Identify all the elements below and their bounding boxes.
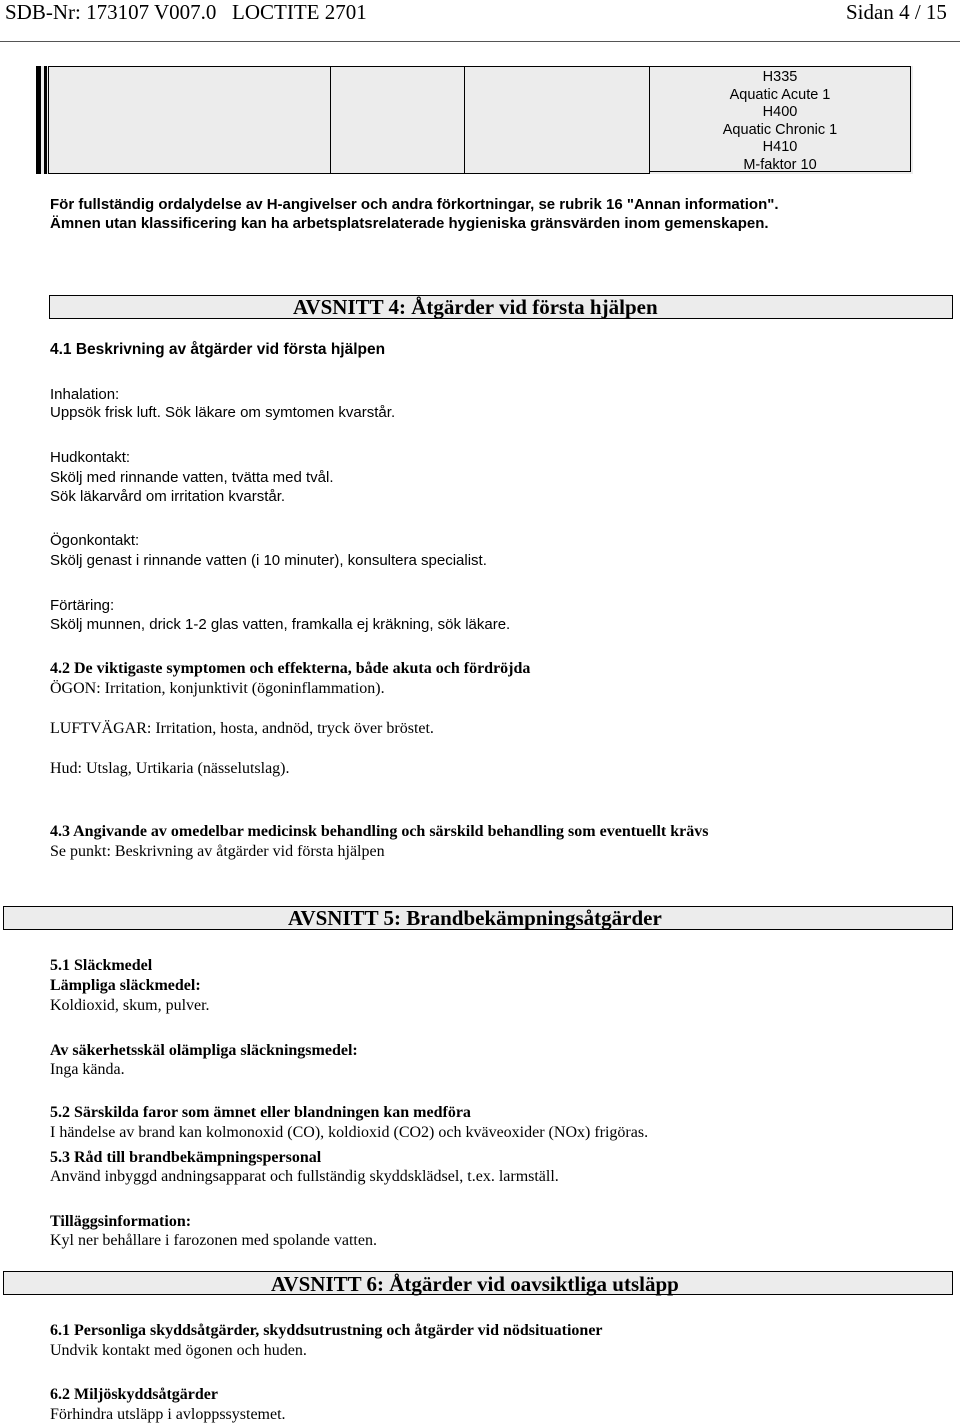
s61-text: Undvik kontakt med ögonen och huden.: [50, 1342, 307, 1359]
s53-text: Använd inbyggd andningsapparat och fullständig skyddsklädsel, t.ex. larmställ.: [50, 1168, 559, 1185]
s61-heading: 6.1 Personliga skyddsåtgärder, skyddsutrustning och åtgärder vid nödsituationer: [50, 1322, 603, 1339]
page-number: Sidan 4 / 15: [846, 0, 947, 24]
skin-label: Hudkontakt:: [50, 449, 131, 466]
composition-table: [36, 66, 913, 174]
s41-heading: 4.1 Beskrivning av åtgärder vid första hjälpen: [50, 341, 386, 358]
s42-airways: LUFTVÄGAR: Irritation, hosta, andnöd, tryck över bröstet.: [50, 720, 434, 737]
s42-eyes: ÖGON: Irritation, konjunktivit (ögoninflammation).: [50, 680, 385, 697]
s52-heading: 5.2 Särskilda faror som ämnet eller blandningen kan medföra: [50, 1104, 471, 1121]
suitable-text: Koldioxid, skum, pulver.: [50, 997, 210, 1014]
ingestion-label: Förtäring:: [50, 597, 115, 614]
inhalation-label: Inhalation:: [50, 386, 120, 403]
s52-text: I händelse av brand kan kolmonoxid (CO), koldioxid (CO2) och kväveoxider (NOx) frigöras.: [50, 1124, 649, 1141]
suitable-label: Lämpliga släckmedel:: [50, 977, 201, 994]
s53-heading: 5.3 Råd till brandbekämpningspersonal: [50, 1149, 322, 1166]
table-cell: [48, 66, 331, 174]
classification-line: M-faktor 10: [743, 156, 817, 173]
skin-text: Skölj med rinnande vatten, tvätta med tvål.: [50, 469, 334, 486]
s51-heading: 5.1 Släckmedel: [50, 957, 153, 974]
s42-heading: 4.2 De viktigaste symptomen och effekterna, både akuta och fördröjda: [50, 660, 531, 677]
s43-text: Se punkt: Beskrivning av åtgärder vid första hjälpen: [50, 843, 385, 860]
unsuitable-label: Av säkerhetsskäl olämpliga släckningsmedel:: [50, 1042, 358, 1059]
classification-line: H335: [762, 69, 798, 85]
classification-line: Aquatic Acute 1: [729, 86, 831, 103]
section-4-title: AVSNITT 4: Åtgärder vid första hjälpen: [293, 295, 658, 319]
s62-text: Förhindra utsläpp i avloppssystemet.: [50, 1406, 286, 1423]
table-bar: [36, 66, 41, 174]
s42-skin: Hud: Utslag, Urtikaria (nässelutslag).: [50, 760, 290, 777]
table-bar: [44, 66, 47, 174]
product-name: LOCTITE 2701: [232, 0, 367, 24]
note-line: Ämnen utan klassificering kan ha arbetsplatsrelaterade hygieniska gränsvärden inom gemenskapen.: [50, 215, 769, 232]
eye-text: Skölj genast i rinnande vatten (i 10 minuter), konsultera specialist.: [50, 552, 487, 569]
header-rule: [0, 41, 960, 42]
inhalation-text: Uppsök frisk luft. Sök läkare om symtomen kvarstår.: [50, 404, 396, 421]
classification-line: H400: [762, 104, 798, 120]
ingestion-text: Skölj munnen, drick 1-2 glas vatten, framkalla ej kräkning, sök läkare.: [50, 616, 511, 633]
table-cell: [464, 66, 650, 174]
extra-text: Kyl ner behållare i farozonen med spolande vatten.: [50, 1232, 377, 1249]
table-cell: [330, 66, 465, 174]
section-6-title: AVSNITT 6: Åtgärder vid oavsiktliga utsläpp: [271, 1272, 679, 1296]
s43-heading: 4.3 Angivande av omedelbar medicinsk behandling och särskild behandling som eventuellt krävs: [50, 823, 709, 840]
document-id: SDB-Nr: 173107 V007.0: [5, 0, 217, 24]
skin-text: Sök läkarvård om irritation kvarstår.: [50, 488, 286, 505]
extra-label: Tilläggsinformation:: [50, 1213, 192, 1230]
classification-line: Aquatic Chronic 1: [722, 121, 838, 138]
s62-heading: 6.2 Miljöskyddsåtgärder: [50, 1386, 218, 1403]
section-5-title: AVSNITT 5: Brandbekämpningsåtgärder: [288, 906, 662, 930]
classification-line: H410: [762, 139, 798, 155]
note-line: För fullständig ordalydelse av H-angivelser och andra förkortningar, se rubrik 16 "Annan information".: [50, 196, 779, 213]
unsuitable-text: Inga kända.: [50, 1061, 125, 1078]
eye-label: Ögonkontakt:: [50, 532, 140, 549]
classification-cell: [649, 66, 911, 172]
